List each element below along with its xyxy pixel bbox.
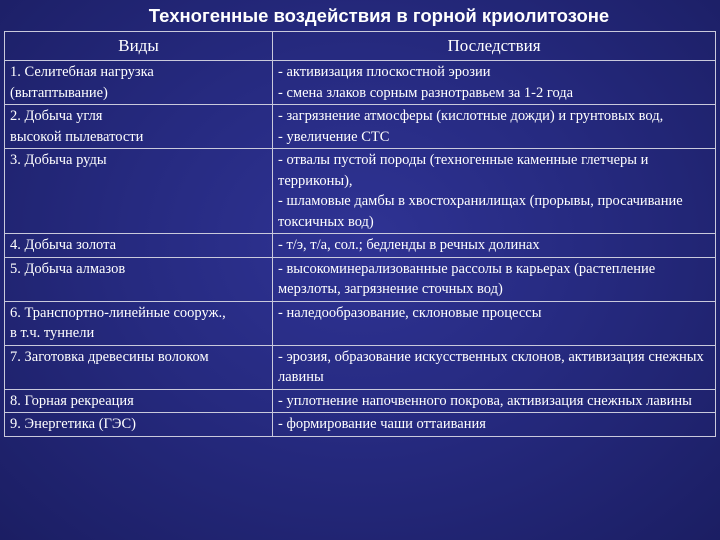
impact-kind-line: 1. Селитебная нагрузка <box>10 64 154 80</box>
impact-kind-line: в т.ч. туннели <box>10 325 95 341</box>
impact-kind-line: 7. Заготовка древесины волоком <box>10 348 209 365</box>
impact-kind-line: высокой пылеватости <box>10 128 144 145</box>
effect-line: - высокоминерализованные рассолы в карьерах (растепление мерзлоты, загрязнение сточных вод) <box>278 260 656 297</box>
header-effects: Последствия <box>273 32 716 61</box>
effect-line: - смена злаков сорным разнотравьем за 1-2 года <box>278 84 574 101</box>
impact-effects-cell <box>273 413 716 437</box>
impact-effects-cell <box>273 149 716 234</box>
effect-line: - эрозия, образование искусственных склонов, активизация снежных лавины <box>278 348 704 385</box>
impact-kind-cell <box>5 234 273 258</box>
effect-line: - наледообразование, склоновые процессы <box>278 304 542 321</box>
effect-line: - шламовые дамбы в хвостохранилищах (прорывы, просачивание токсичных вод) <box>278 193 683 230</box>
impact-kind-line: 6. Транспортно-линейные сооруж., <box>10 304 226 321</box>
impact-kind-cell <box>5 345 273 389</box>
effect-line: - формирование чаши оттаивания <box>278 416 486 432</box>
impact-kind-line: 9. Энергетика (ГЭС) <box>10 416 136 432</box>
impact-kind-cell <box>5 149 273 234</box>
impact-kind-cell <box>5 61 273 105</box>
table-row <box>5 234 716 258</box>
impact-effects-cell <box>273 301 716 345</box>
effect-line: - активизация плоскостной эрозии <box>278 64 491 80</box>
table-row <box>5 105 716 149</box>
effect-line: - увеличение СТС <box>278 128 390 145</box>
impact-effects-cell <box>273 389 716 413</box>
impact-kind-line: 3. Добыча руды <box>10 152 107 168</box>
table-body <box>5 61 716 437</box>
impact-effects-cell <box>273 61 716 105</box>
table-row <box>5 61 716 105</box>
effect-line: - т/э, т/а, сол.; бедленды в речных долинах <box>278 237 540 253</box>
table-row <box>5 345 716 389</box>
impact-kind-line: 5. Добыча алмазов <box>10 260 126 277</box>
effect-line: - загрязнение атмосферы (кислотные дожди) и грунтовых вод, <box>278 108 664 124</box>
table-row <box>5 301 716 345</box>
table-row <box>5 413 716 437</box>
impact-kind-line: 8. Горная рекреация <box>10 392 134 409</box>
effect-line: - отвалы пустой породы (техногенные каменные глетчеры и терриконы), <box>278 152 649 189</box>
table-row <box>5 389 716 413</box>
impact-effects-cell <box>273 105 716 149</box>
impact-kind-cell <box>5 257 273 301</box>
impact-effects-cell <box>273 345 716 389</box>
impact-kind-line: (вытаптывание) <box>10 84 108 101</box>
table-header-row <box>5 32 716 61</box>
effect-line: - уплотнение напочвенного покрова, активизация снежных лавины <box>278 392 692 409</box>
impact-kind-cell <box>5 105 273 149</box>
header-kinds: Виды <box>5 32 273 61</box>
impact-kind-line: 4. Добыча золота <box>10 237 117 253</box>
impact-kind-cell <box>5 413 273 437</box>
impact-kind-cell <box>5 301 273 345</box>
impact-kind-cell <box>5 389 273 413</box>
impact-kind-line: 2. Добыча угля <box>10 108 103 124</box>
impact-effects-cell <box>273 257 716 301</box>
impacts-table <box>4 31 716 437</box>
slide-title: Техногенные воздействия в горной криолитозоне <box>148 5 610 26</box>
impact-effects-cell <box>273 234 716 258</box>
table-row <box>5 257 716 301</box>
table-row <box>5 149 716 234</box>
